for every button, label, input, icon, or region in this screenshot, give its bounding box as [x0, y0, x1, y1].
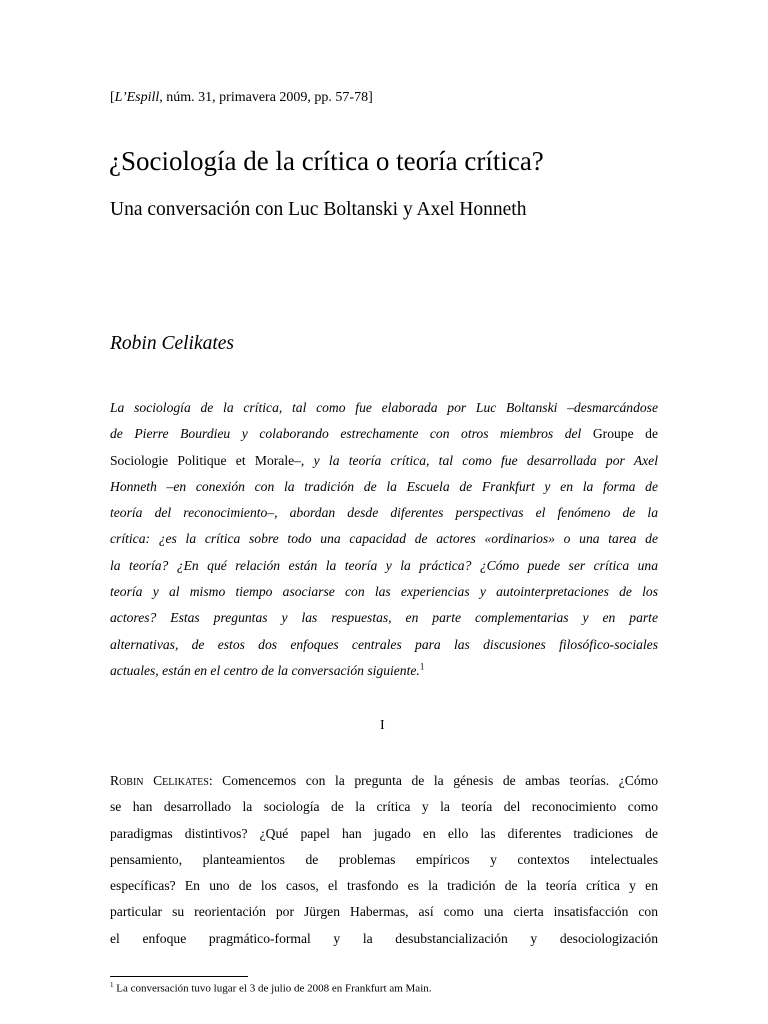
- abstract-line: crítica: ¿es la crítica sobre todo una capacidad de actores «ordinarios» o una tarea de: [110, 531, 658, 547]
- abstract-line: La sociología de la crítica, tal como fue elaborada por Luc Boltanski –desmarcándose: [110, 400, 658, 415]
- abstract-line: actores? Estas preguntas y las respuestas, en parte complementarias y en parte: [110, 610, 658, 626]
- footnote-separator: [110, 976, 248, 977]
- abstract-line: Honneth –en conexión con la tradición de la Escuela de Frankfurt y en la forma de: [110, 478, 658, 494]
- body-line: se han desarrollado la sociología de la crítica y la teoría del reconocimiento como: [110, 799, 658, 815]
- footnote: [110, 981, 432, 995]
- abstract-line: actuales, están en el centro de la conversación siguiente.$^1$: [110, 661, 425, 678]
- journal-citation: [110, 90, 373, 106]
- body-line: específicas? En uno de los casos, el trasfondo es la tradición de la teoría crítica y en: [110, 878, 658, 894]
- abstract-line: teoría del reconocimiento–, abordan desde diferentes perspectivas el fenómeno de la: [110, 505, 658, 521]
- body-line: pensamiento, planteamientos de problemas empíricos y contextos intelectuales: [110, 851, 658, 867]
- citation-open: [: [110, 90, 115, 105]
- abstract-line: teoría y al mismo tiempo asociarse con las experiencias y autointerpretaciones de los: [110, 584, 658, 600]
- section-number: I: [380, 718, 385, 733]
- body-line: Robin Celikates: Comencemos con la pregunta de la génesis de ambas teorías. ¿Cómo: [110, 773, 658, 788]
- abstract-line: alternativas, de estos dos enfoques centrales para las discusiones filosófico-sociales: [110, 636, 658, 652]
- journal-name: L’Espill: [114, 90, 160, 105]
- author-name: Robin Celikates: [110, 333, 235, 354]
- body-paragraph: [110, 768, 658, 952]
- article-title: ¿Sociología de la crítica o teoría crítica?: [109, 146, 544, 176]
- abstract-line: Sociologie Politique et Morale–, y la teoría crítica, tal como fue desarrollada por Axel: [110, 452, 658, 468]
- footnote-reference[interactable]: 1: [419, 661, 425, 672]
- abstract-line: de Pierre Bourdieu y colaborando estrechamente con otros miembros del Groupe de: [110, 426, 658, 442]
- citation-details: , núm. 31, primavera 2009, pp. 57-78]: [159, 90, 373, 105]
- body-line: el enfoque pragmático-formal y la desubstancialización y desociologización: [110, 930, 658, 946]
- speaker-name: Robin Celikates: [110, 773, 209, 788]
- article-subtitle: Una conversación con Luc Boltanski y Axel Honneth: [110, 199, 527, 220]
- footnote-text: La conversación tuvo lugar el 3 de julio de 2008 en Frankfurt am Main.: [113, 982, 432, 995]
- abstract-upright-text: Groupe de: [592, 426, 658, 442]
- abstract-upright-text: Sociologie Politique et Morale–,: [110, 452, 305, 468]
- abstract: [110, 395, 658, 684]
- abstract-line: la teoría? ¿En qué relación están la teoría y la práctica? ¿Cómo puede ser crítica una: [110, 557, 658, 573]
- body-line: particular su reorientación por Jürgen Habermas, así como una cierta insatisfacción con: [110, 904, 658, 920]
- footnote-number: 1: [110, 981, 114, 989]
- body-line: paradigmas distintivos? ¿Qué papel han jugado en ello las diferentes tradiciones de: [110, 825, 658, 841]
